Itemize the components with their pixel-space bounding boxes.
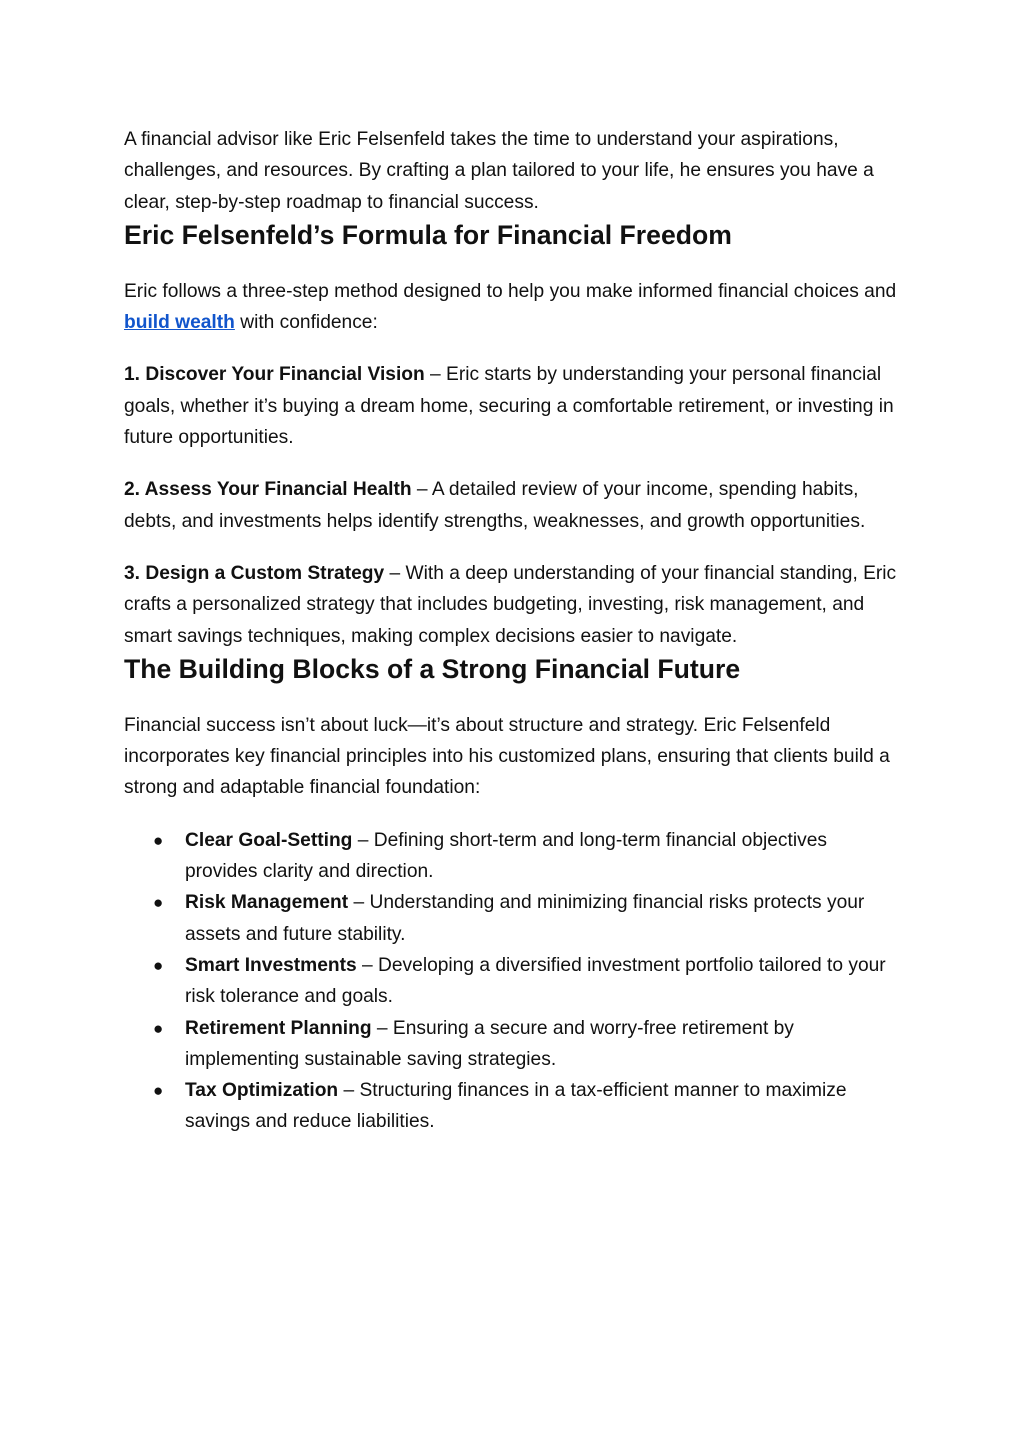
- list-item: [124, 887, 900, 950]
- section-heading-formula: Eric Felsenfeld’s Formula for Financial Freedom: [124, 219, 732, 250]
- list-item: [124, 1075, 900, 1138]
- list-item-text: – Defining short-term and long-term financial objectives provides clarity and direction.: [185, 829, 827, 883]
- list-item-title: Risk Management: [185, 892, 349, 914]
- step-text: – Eric starts by understanding your personal financial goals, whether it’s buying a dream home, securing a comfortable retirement, or investing in future opportunities.: [124, 364, 894, 449]
- list-item-text: – Structuring finances in a tax-efficient manner to maximize savings and reduce liabilities.: [185, 1080, 847, 1133]
- list-item-text: – Understanding and minimizing financial risks protects your assets and future stability.: [185, 892, 865, 945]
- principles-list: [124, 825, 900, 1138]
- list-item-text: – Developing a diversified investment portfolio tailored to your risk tolerance and goals.: [185, 954, 886, 1008]
- formula-lead-before: Eric follows a three-step method designed to help you make informed financial choices and: [124, 280, 897, 302]
- list-item: [124, 825, 900, 888]
- section-heading-building-blocks: The Building Blocks of a Strong Financial Future: [124, 653, 741, 684]
- bullet-icon: ●: [153, 893, 164, 913]
- building-blocks-lead-paragraph: Financial success isn’t about luck—it’s about structure and strategy. Eric Felsenfeld incorporates key financial principles into his customized plans, ensuring that clients build a strong and adaptable financial foundation:: [124, 714, 890, 799]
- list-item-text: – Ensuring a secure and worry-free retirement by implementing sustainable saving strategies.: [185, 1017, 794, 1070]
- step-text: – A detailed review of your income, spending habits, debts, and investments helps identify strengths, weaknesses, and growth opportunities.: [124, 479, 866, 532]
- step-title: 2. Assess Your Financial Health: [124, 479, 412, 501]
- list-item-title: Tax Optimization: [185, 1080, 339, 1102]
- bullet-icon: ●: [153, 830, 164, 850]
- list-item-title: Smart Investments: [185, 954, 357, 976]
- intro-paragraph: A financial advisor like Eric Felsenfeld takes the time to understand your aspirations, challenges, and resources. By crafting a plan tailored to your life, he ensures you have a clear, step-by-step roadmap to financial success.: [124, 129, 874, 213]
- list-item: [124, 1013, 900, 1076]
- bullet-icon: ●: [153, 1018, 164, 1038]
- bullet-icon: ●: [153, 955, 164, 975]
- step-paragraph: [124, 359, 900, 453]
- list-item-title: Clear Goal-Setting: [185, 829, 353, 851]
- step-title: 3. Design a Custom Strategy: [124, 562, 385, 584]
- formula-lead-after: with confidence:: [234, 312, 378, 334]
- list-item-title: Retirement Planning: [185, 1017, 372, 1039]
- build-wealth-link[interactable]: build wealth: [124, 312, 235, 334]
- step-paragraph: [124, 474, 900, 537]
- step-title: 1. Discover Your Financial Vision: [124, 364, 425, 386]
- document-page: [124, 124, 900, 1138]
- formula-lead-paragraph: [124, 276, 900, 339]
- bullet-icon: ●: [153, 1081, 164, 1101]
- list-item: [124, 950, 900, 1013]
- step-paragraph: [124, 558, 900, 652]
- step-text: – With a deep understanding of your financial standing, Eric crafts a personalized strategy that includes budgeting, investing, risk management, and smart savings techniques, making complex decisions easier to navigate.: [124, 562, 897, 647]
